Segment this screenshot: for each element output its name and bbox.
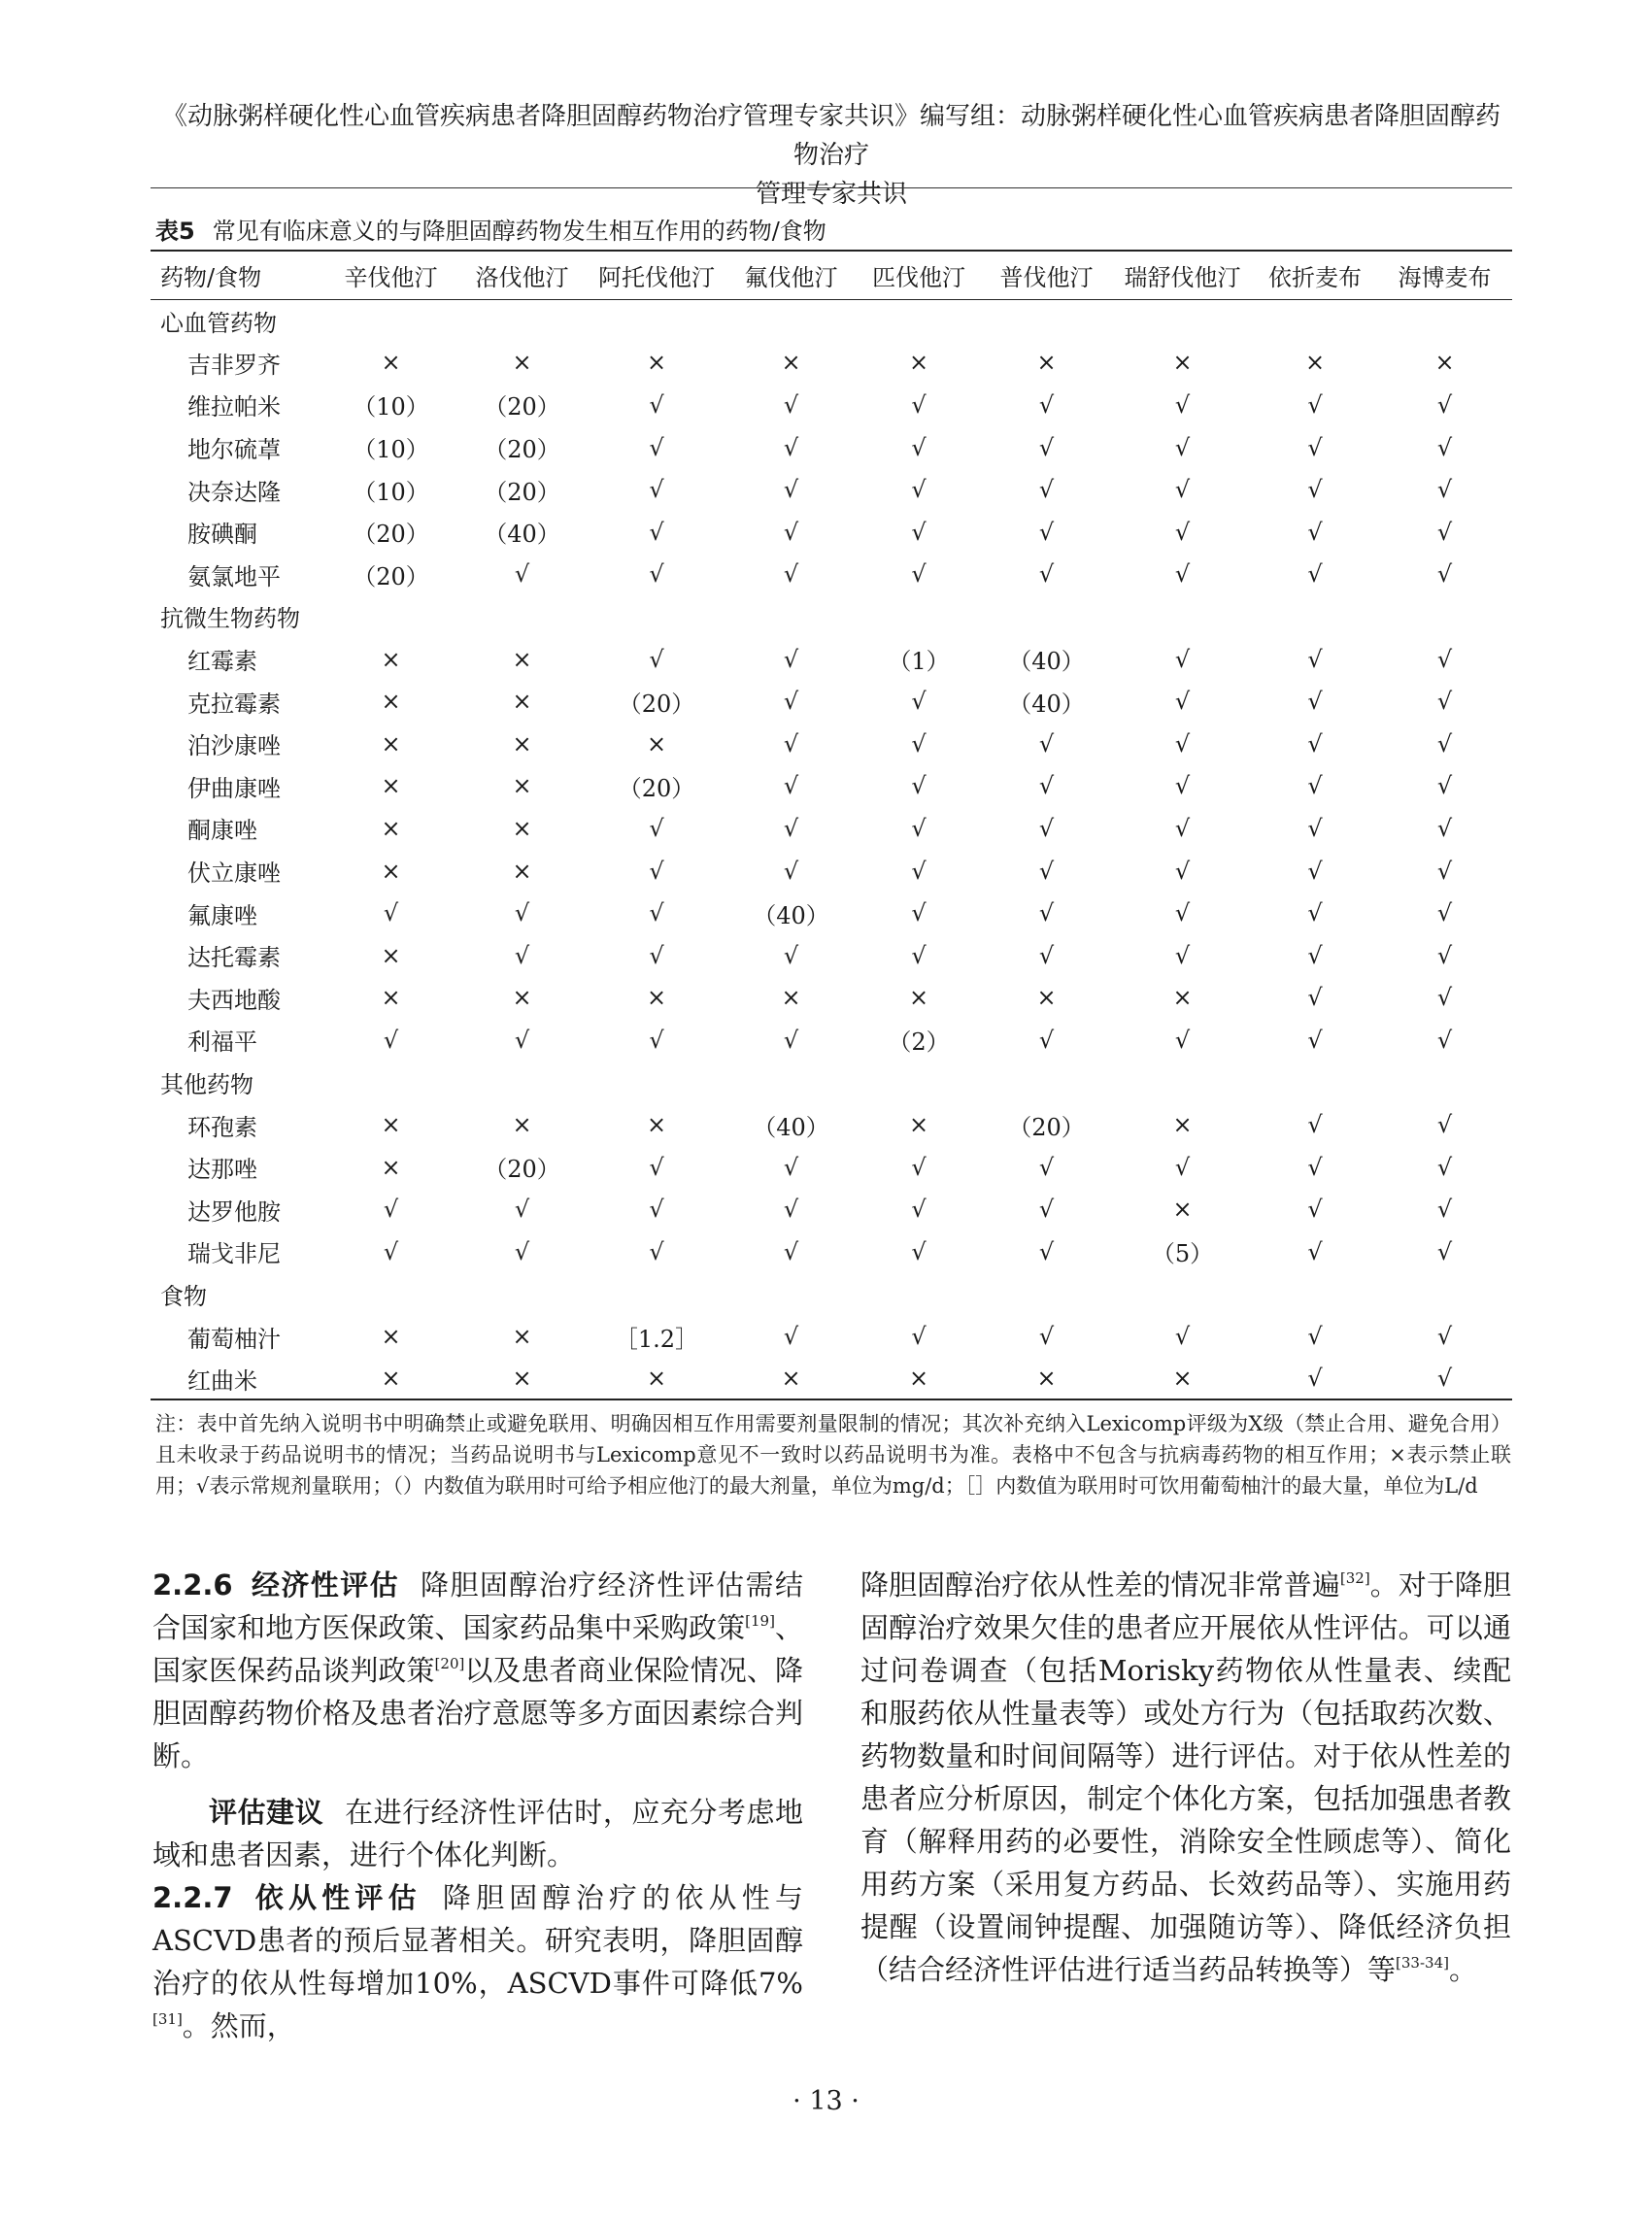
section-2-2-7 <box>152 1876 803 2047</box>
table-group-row <box>151 1062 1512 1104</box>
table-group-row <box>151 595 1512 638</box>
running-header-line-1: 《动脉粥样硬化性心血管疾病患者降胆固醇药物治疗管理专家共识》编写组：动脉粥样硬化性心血管疾病患者降胆固醇药物治疗 <box>161 102 1500 170</box>
drug-name-cell: 决奈达隆 <box>187 478 281 506</box>
table-cell: √ <box>1307 688 1323 716</box>
citation: [20] <box>434 1655 465 1672</box>
table-cell: （5） <box>1151 1240 1214 1268</box>
table-cell: √ <box>514 1237 530 1265</box>
table-cell: × <box>908 984 929 1012</box>
drug-name-cell: 酮康唑 <box>187 817 257 845</box>
table-cell: √ <box>1436 645 1453 673</box>
table-cell: （10） <box>353 393 429 421</box>
table-cell: × <box>1304 349 1326 377</box>
table-cell: √ <box>649 518 664 546</box>
table-cell: √ <box>1038 390 1055 419</box>
table-row <box>151 934 1512 977</box>
table-cell: √ <box>383 1026 399 1054</box>
table-cell: √ <box>1038 1026 1055 1054</box>
column-header: 阿托伐他汀 <box>588 251 725 299</box>
citation: [32] <box>1339 1569 1370 1587</box>
table-cell: √ <box>1436 390 1453 419</box>
table-cell: √ <box>1174 941 1191 969</box>
table-cell: √ <box>911 1323 927 1351</box>
table-header-row <box>151 251 1512 299</box>
column-header: 瑞舒伐他汀 <box>1112 251 1253 299</box>
table-row <box>151 850 1512 893</box>
section-title: 经济性评估 <box>250 1568 400 1601</box>
table-cell: √ <box>649 645 664 673</box>
table-cell: √ <box>1038 1237 1055 1265</box>
table-cell: （40） <box>1008 648 1085 676</box>
table-cell: √ <box>1436 1323 1453 1351</box>
table-row <box>151 554 1512 596</box>
column-header: 海博麦布 <box>1377 251 1512 299</box>
column-header: 依折麦布 <box>1253 251 1377 299</box>
table-cell: × <box>512 984 532 1012</box>
table-row <box>151 468 1512 511</box>
table-cell: × <box>588 1358 725 1400</box>
table-cell: × <box>646 729 667 758</box>
table-cell: √ <box>1174 899 1191 927</box>
table-cell: × <box>456 1358 588 1400</box>
drug-name-cell: 胺碘酮 <box>187 521 257 549</box>
table-cell: √ <box>383 899 399 927</box>
table-cell: √ <box>911 1196 927 1224</box>
table-cell: √ <box>783 857 799 885</box>
table-cell: √ <box>1307 433 1323 461</box>
drug-name-cell: 环孢素 <box>187 1113 257 1141</box>
table-cell: （40） <box>753 901 829 929</box>
table-cell: × <box>325 1358 456 1400</box>
table-cell: × <box>512 349 532 377</box>
table-cell: √ <box>783 688 799 716</box>
table-cell: √ <box>1174 688 1191 716</box>
table-cell: √ <box>1038 433 1055 461</box>
drug-name-cell: 达托霉素 <box>187 944 281 972</box>
table-cell: （40） <box>753 1113 829 1141</box>
drug-name-cell: 氟康唑 <box>187 901 257 929</box>
column-header: 辛伐他汀 <box>325 251 456 299</box>
table-cell: √ <box>1174 814 1191 842</box>
table-caption <box>155 212 826 246</box>
table-cell: √ <box>649 857 664 885</box>
table-cell: √ <box>783 518 799 546</box>
table-cell: √ <box>1307 772 1323 800</box>
table-cell: √ <box>783 645 799 673</box>
table-cell: √ <box>911 390 927 419</box>
table-cell: × <box>781 984 801 1012</box>
table-cell: （20） <box>484 393 560 421</box>
table-cell: √ <box>1307 984 1323 1012</box>
table-cell: √ <box>1038 518 1055 546</box>
table-cell: √ <box>1038 857 1055 885</box>
group-label: 抗微生物药物 <box>160 605 300 633</box>
assessment-recommendation <box>152 1791 803 1876</box>
table-note: 注：表中首先纳入说明书中明确禁止或避免联用、明确因相互作用需要剂量限制的情况；其次补充纳入Lexicomp评级为X级（禁止合用、避免合用）且未收录于药品说明书的情况；当药品说明书与Lexicomp意见不一致时以药品说明书为准。表格中不包含与抗病毒药物的相互作用；×表示禁止联用；√表示常规剂量联用；（）内数值为联用时可给予相应他汀的最大剂量，单位为mg/d；［］内数值为联用时可饮用葡萄柚汁的最大量，单位为L/d <box>155 1412 1511 1498</box>
table-group-row <box>151 299 1512 342</box>
table-cell: × <box>908 1111 929 1139</box>
table-body <box>151 299 1512 1399</box>
table-cell: × <box>381 1323 401 1351</box>
table-cell: （20） <box>353 562 429 590</box>
drug-name-cell: 地尔硫䓬 <box>187 436 281 464</box>
recommendation-title: 评估建议 <box>209 1796 324 1829</box>
column-header: 药物/食物 <box>151 251 325 299</box>
section-number: 2.2.7 <box>152 1881 233 1914</box>
table-cell: （2） <box>888 1028 950 1057</box>
table-cell: （40） <box>484 521 560 549</box>
table-cell: × <box>381 941 401 969</box>
table-cell: √ <box>783 1153 799 1181</box>
table-row <box>151 511 1512 554</box>
table-cell: √ <box>383 1237 399 1265</box>
table-cell: × <box>1172 349 1193 377</box>
table-cell: √ <box>1174 857 1191 885</box>
table-title: 常见有临床意义的与降胆固醇药物发生相互作用的药物/食物 <box>212 218 826 245</box>
table-cell: √ <box>1436 857 1453 885</box>
table-cell: √ <box>783 729 799 758</box>
table-cell: × <box>381 772 401 800</box>
adherence-paragraph <box>860 1564 1511 1991</box>
table-cell: √ <box>1038 1196 1055 1224</box>
table-cell: √ <box>1436 560 1453 589</box>
group-label: 食物 <box>160 1282 207 1310</box>
table-cell: × <box>512 688 532 716</box>
table-cell: √ <box>1038 1323 1055 1351</box>
table-cell: × <box>1172 984 1193 1012</box>
table-number: 表5 <box>155 218 195 245</box>
drug-name-cell: 利福平 <box>187 1028 257 1057</box>
table-cell: × <box>1036 349 1057 377</box>
table-cell: √ <box>783 433 799 461</box>
table-cell: √ <box>1174 1323 1191 1351</box>
table-cell: √ <box>911 560 927 589</box>
column-header: 氟伐他汀 <box>725 251 857 299</box>
paragraph-text: 。然而， <box>182 2009 295 2042</box>
citation: [19] <box>745 1612 775 1630</box>
table-cell: × <box>381 729 401 758</box>
table-cell: √ <box>783 1026 799 1054</box>
running-header-line-2: 管理专家共识 <box>755 180 907 209</box>
table-cell: √ <box>1307 857 1323 885</box>
drug-name-cell: 维拉帕米 <box>187 393 281 421</box>
table-cell: √ <box>1436 518 1453 546</box>
table-row <box>151 1103 1512 1146</box>
column-header: 匹伐他汀 <box>857 251 981 299</box>
table-cell: √ <box>911 688 927 716</box>
table-cell: × <box>381 984 401 1012</box>
table-cell: √ <box>1307 814 1323 842</box>
table-row <box>151 1188 1512 1230</box>
drug-name-cell: 红曲米 <box>151 1358 325 1400</box>
table-cell: √ <box>911 729 927 758</box>
table-cell: √ <box>911 814 927 842</box>
section-number: 2.2.6 <box>152 1568 233 1601</box>
table-cell: √ <box>1436 1153 1453 1181</box>
running-header <box>151 97 1512 214</box>
right-column <box>860 1564 1511 1991</box>
table-cell: √ <box>1436 899 1453 927</box>
page-number: · 13 · <box>792 2086 860 2116</box>
column-header: 普伐他汀 <box>981 251 1112 299</box>
table-cell: × <box>725 1358 857 1400</box>
table-row <box>151 723 1512 765</box>
table-cell: √ <box>783 1237 799 1265</box>
table-cell: √ <box>783 1196 799 1224</box>
table-cell: （10） <box>353 436 429 464</box>
table-cell: √ <box>514 899 530 927</box>
table-cell: ［1.2］ <box>614 1325 699 1353</box>
table-cell: × <box>908 349 929 377</box>
table-cell: × <box>512 1323 532 1351</box>
table-cell: √ <box>1307 899 1323 927</box>
table-row <box>151 1146 1512 1189</box>
table-cell: × <box>381 1111 401 1139</box>
table-cell: （40） <box>1008 690 1085 718</box>
table-cell: √ <box>1253 1358 1377 1400</box>
table-cell: √ <box>1038 729 1055 758</box>
table-cell: √ <box>1038 476 1055 504</box>
table-cell: × <box>512 772 532 800</box>
drug-name-cell: 红霉素 <box>187 648 257 676</box>
drug-name-cell: 达罗他胺 <box>187 1197 281 1226</box>
table-cell: √ <box>1436 814 1453 842</box>
table-cell: √ <box>1307 645 1323 673</box>
table-cell: √ <box>649 814 664 842</box>
table-cell: √ <box>911 433 927 461</box>
table-row <box>151 342 1512 385</box>
table-cell: √ <box>1174 645 1191 673</box>
table-cell: × <box>512 1111 532 1139</box>
table-cell: √ <box>911 941 927 969</box>
table-row <box>151 1315 1512 1358</box>
interaction-table <box>151 250 1512 1400</box>
table-cell: √ <box>649 1196 664 1224</box>
table-cell: √ <box>649 1153 664 1181</box>
table-cell: √ <box>1436 1196 1453 1224</box>
column-header: 洛伐他汀 <box>456 251 588 299</box>
table-cell: × <box>381 349 401 377</box>
table-cell: （20） <box>484 478 560 506</box>
paragraph-text: 以及患者商业保险情况、降胆固醇药物价格及患者治疗意愿等多方面因素综合判断。 <box>152 1654 803 1772</box>
section-2-2-6 <box>152 1564 803 1777</box>
table-cell: √ <box>1436 688 1453 716</box>
table-cell: × <box>1172 1111 1193 1139</box>
table-cell: √ <box>1307 560 1323 589</box>
table-cell: × <box>381 814 401 842</box>
drug-name-cell: 达那唑 <box>187 1156 257 1184</box>
table-cell: √ <box>1174 729 1191 758</box>
table-cell: √ <box>783 390 799 419</box>
table-cell: × <box>381 688 401 716</box>
paragraph-text: 、国家医保药品谈判政策 <box>152 1611 803 1687</box>
table-cell: √ <box>1307 1026 1323 1054</box>
table-cell: √ <box>1307 1323 1323 1351</box>
paragraph-text: 。 <box>1448 1953 1477 1986</box>
table-cell: √ <box>783 941 799 969</box>
drug-name-cell: 葡萄柚汁 <box>187 1325 281 1353</box>
table-cell: √ <box>1174 518 1191 546</box>
table-cell: √ <box>1174 560 1191 589</box>
table-cell: √ <box>1377 1358 1512 1400</box>
table-row <box>151 807 1512 850</box>
table-cell: × <box>646 984 667 1012</box>
drug-name-cell: 吉非罗齐 <box>187 351 281 379</box>
table-cell: × <box>512 729 532 758</box>
table-cell: （20） <box>1008 1113 1085 1141</box>
table-cell: √ <box>1307 518 1323 546</box>
table-cell: √ <box>911 857 927 885</box>
table-cell: √ <box>1436 941 1453 969</box>
table-cell: √ <box>1038 1153 1055 1181</box>
table-cell: × <box>646 349 667 377</box>
drug-name-cell: 伊曲康唑 <box>187 774 281 802</box>
table-cell: √ <box>1174 433 1191 461</box>
table-row <box>151 1230 1512 1273</box>
table-group-row <box>151 1273 1512 1316</box>
table-cell: √ <box>649 1026 664 1054</box>
table-cell: √ <box>1307 1196 1323 1224</box>
table-cell: √ <box>1307 1237 1323 1265</box>
table-cell: √ <box>783 476 799 504</box>
table-cell: √ <box>1436 772 1453 800</box>
drug-name-cell: 氨氯地平 <box>187 562 281 590</box>
table-cell: √ <box>1038 899 1055 927</box>
table-cell: √ <box>783 814 799 842</box>
table-row <box>151 680 1512 723</box>
table-cell: √ <box>1038 560 1055 589</box>
table-cell: × <box>857 1358 981 1400</box>
table-cell: √ <box>649 1237 664 1265</box>
table-cell: √ <box>1436 729 1453 758</box>
table-cell: （1） <box>888 648 950 676</box>
drug-name-cell: 伏立康唑 <box>187 860 281 888</box>
table-cell: √ <box>1038 772 1055 800</box>
table-cell: √ <box>1436 1237 1453 1265</box>
table-cell: × <box>1112 1358 1253 1400</box>
section-title: 依从性评估 <box>250 1881 421 1914</box>
paragraph-text: 降胆固醇治疗依从性差的情况非常普遍 <box>860 1568 1340 1601</box>
table-cell: √ <box>649 560 664 589</box>
table-cell: √ <box>911 476 927 504</box>
table-cell: × <box>1036 984 1057 1012</box>
table-cell: √ <box>1174 390 1191 419</box>
table-cell: √ <box>911 518 927 546</box>
table-cell: （10） <box>353 478 429 506</box>
table-cell: √ <box>649 941 664 969</box>
paragraph-text: 在进行经济性评估时，应充分考虑地域和患者因素，进行个体化判断。 <box>152 1796 803 1871</box>
citation: [31] <box>152 2010 183 2028</box>
table-cell: √ <box>514 941 530 969</box>
table-cell: √ <box>1307 941 1323 969</box>
table-cell: √ <box>911 1153 927 1181</box>
table-cell: √ <box>1174 1153 1191 1181</box>
table-cell: √ <box>1307 1153 1323 1181</box>
table-cell: × <box>646 1111 667 1139</box>
table-row <box>151 638 1512 681</box>
table-cell: × <box>981 1358 1112 1400</box>
table-cell: √ <box>514 1196 530 1224</box>
table-cell: √ <box>1436 984 1453 1012</box>
table-cell: × <box>1434 349 1455 377</box>
left-column <box>152 1564 803 2047</box>
table-cell: √ <box>649 899 664 927</box>
table-cell: × <box>512 645 532 673</box>
table-cell: （20） <box>618 774 695 802</box>
table-cell: （20） <box>353 521 429 549</box>
table-cell: √ <box>783 560 799 589</box>
table-row <box>151 977 1512 1020</box>
drug-name-cell: 泊沙康唑 <box>187 732 281 760</box>
table-cell: × <box>512 857 532 885</box>
table-cell: √ <box>1174 772 1191 800</box>
table-cell: √ <box>1038 814 1055 842</box>
table-cell: × <box>1172 1196 1193 1224</box>
table-cell: √ <box>1307 729 1323 758</box>
table-cell: √ <box>783 1323 799 1351</box>
drug-name-cell: 克拉霉素 <box>187 690 281 718</box>
table-cell: √ <box>1436 476 1453 504</box>
table-cell: √ <box>1174 1026 1191 1054</box>
table-cell: √ <box>514 1026 530 1054</box>
table-row <box>151 1358 1512 1400</box>
table-cell: × <box>381 1153 401 1181</box>
table-cell: （20） <box>484 1156 560 1184</box>
table-row <box>151 892 1512 934</box>
table-cell: √ <box>911 1237 927 1265</box>
table-cell: （20） <box>484 436 560 464</box>
table-row <box>151 1019 1512 1062</box>
table-row <box>151 765 1512 808</box>
table-cell: √ <box>1436 433 1453 461</box>
table-row <box>151 384 1512 426</box>
table-cell: × <box>781 349 801 377</box>
table-cell: × <box>512 814 532 842</box>
header-rule <box>151 187 1512 188</box>
table-cell: √ <box>1436 1111 1453 1139</box>
drug-name-cell: 夫西地酸 <box>187 986 281 1014</box>
drug-name-cell: 瑞戈非尼 <box>187 1240 281 1268</box>
table-cell: √ <box>1307 390 1323 419</box>
table-cell: √ <box>783 772 799 800</box>
group-label: 其他药物 <box>160 1070 253 1098</box>
citation: [33-34] <box>1396 1954 1449 1972</box>
table-cell: √ <box>383 1196 399 1224</box>
table-cell: （20） <box>618 690 695 718</box>
table-cell: √ <box>649 476 664 504</box>
table-cell: √ <box>649 390 664 419</box>
table-row <box>151 426 1512 469</box>
paragraph-text: 。对于降胆固醇治疗效果欠佳的患者应开展依从性评估。可以通过问卷调查（包括Morisky药物依从性量表、续配和服药依从性量表等）或处方行为（包括取药次数、药物数量和时间间隔等）进行评估。对于依从性差的患者应分析原因，制定个体化方案，包括加强患者教育（解释用药的必要性，消除安全性顾虑等）、简化用药方案（采用复方药品、长效药品等）、实施用药提醒（设置闹钟提醒、加强随访等）、降低经济负担（结合经济性评估进行适当药品转换等）等 <box>860 1568 1511 1986</box>
table-cell: × <box>381 645 401 673</box>
table-cell: √ <box>1038 941 1055 969</box>
table-cell: √ <box>911 772 927 800</box>
table-cell: √ <box>649 433 664 461</box>
table-cell: √ <box>1436 1026 1453 1054</box>
table-cell: √ <box>1307 1111 1323 1139</box>
table-cell: √ <box>1307 476 1323 504</box>
group-label: 心血管药物 <box>160 309 277 337</box>
paragraph-text: 降胆固醇治疗的依从性与ASCVD患者的预后显著相关。研究表明，降胆固醇治疗的依从性每增加10%，ASCVD事件可降低7% <box>152 1881 803 2000</box>
table-cell: √ <box>514 560 530 589</box>
table-cell: × <box>381 857 401 885</box>
table-cell: √ <box>911 899 927 927</box>
table-cell: √ <box>1174 476 1191 504</box>
paragraph-text: 降胆固醇治疗经济性评估需结合国家和地方医保政策、国家药品集中采购政策 <box>152 1568 803 1644</box>
